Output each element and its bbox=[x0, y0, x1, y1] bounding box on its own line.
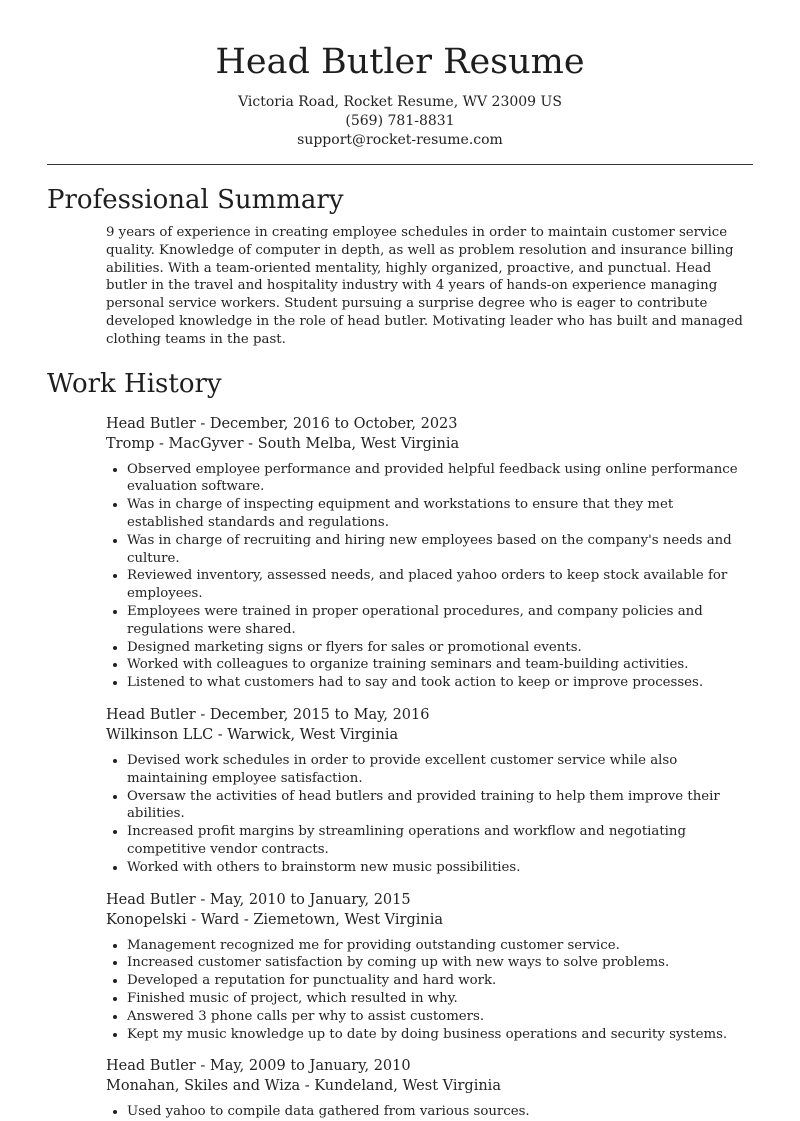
resume-header bbox=[0, 0, 800, 150]
contact-email: support@rocket-resume.com bbox=[297, 132, 503, 148]
contact-phone: (569) 781-8831 bbox=[345, 113, 455, 129]
job-company: Konopelski - Ward - Ziemetown, West Virginia bbox=[106, 911, 443, 928]
job-bullet: • Worked with colleagues to organize training seminars and team-building activities. bbox=[127, 656, 752, 674]
resume-title: Head Butler Resume bbox=[215, 42, 585, 82]
job-bullet-list bbox=[106, 1103, 752, 1121]
summary-text: 9 years of experience in creating employee schedules in order to maintain customer service quality. Knowledge of computer in depth, as well as problem resolution and insurance billing abilities. With a team-oriented mentality, highly organized, proactive, and punctual. Head butler in the travel and hospitality industry with 4 years of hands-on experience managing personal service workers. Student pursuing a surprise degree who is eager to contribute developed knowledge in the role of head butler. Motivating leader who has built and managed clothing teams in the past. bbox=[106, 225, 743, 347]
job-company: Wilkinson LLC - Warwick, West Virginia bbox=[106, 726, 399, 743]
job-company: Tromp - MacGyver - South Melba, West Virginia bbox=[106, 435, 460, 452]
job-bullet: • Devised work schedules in order to provide excellent customer service while also maintaining employee satisfaction. bbox=[127, 752, 752, 788]
job-bullet: • Increased customer satisfaction by coming up with new ways to solve problems. bbox=[127, 954, 752, 972]
job-entry bbox=[106, 705, 752, 877]
job-bullet: • Developed a reputation for punctuality and hard work. bbox=[127, 972, 752, 990]
job-bullet: • Oversaw the activities of head butlers and provided training to help them improve their abilities. bbox=[127, 788, 752, 824]
job-bullet: • Increased profit margins by streamlining operations and workflow and negotiating competitive vendor contracts. bbox=[127, 823, 752, 859]
job-bullet: • Employees were trained in proper operational procedures, and company policies and regulations were shared. bbox=[127, 603, 752, 639]
job-bullet-list bbox=[106, 937, 752, 1044]
job-bullet: • Designed marketing signs or flyers for sales or promotional events. bbox=[127, 639, 752, 657]
job-bullet-list bbox=[106, 461, 752, 692]
work-history-heading: Work History bbox=[47, 368, 222, 399]
job-title: Head Butler - May, 2010 to January, 2015 bbox=[106, 891, 411, 908]
job-title: Head Butler - May, 2009 to January, 2010 bbox=[106, 1058, 411, 1075]
job-bullet: • Used yahoo to compile data gathered from various sources. bbox=[127, 1103, 752, 1121]
contact-address: Victoria Road, Rocket Resume, WV 23009 US bbox=[238, 94, 562, 110]
job-title: Head Butler - December, 2016 to October, 2023 bbox=[106, 415, 458, 432]
job-bullet: • Kept my music knowledge up to date by doing business operations and security systems. bbox=[127, 1026, 752, 1044]
job-bullet: • Listened to what customers had to say and took action to keep or improve processes. bbox=[127, 674, 752, 692]
job-bullet: • Worked with others to brainstorm new music possibilities. bbox=[127, 859, 752, 877]
job-bullet: • Reviewed inventory, assessed needs, and placed yahoo orders to keep stock available for employees. bbox=[127, 567, 752, 603]
header-divider bbox=[47, 164, 753, 165]
job-bullet: • Observed employee performance and provided helpful feedback using online performance evaluation software. bbox=[127, 461, 752, 497]
work-history-list bbox=[106, 414, 752, 1121]
job-bullet: • Management recognized me for providing outstanding customer service. bbox=[127, 937, 752, 955]
job-title: Head Butler - December, 2015 to May, 2016 bbox=[106, 706, 430, 723]
job-bullet-list bbox=[106, 752, 752, 877]
summary-heading: Professional Summary bbox=[47, 185, 344, 215]
job-bullet: • Answered 3 phone calls per why to assist customers. bbox=[127, 1008, 752, 1026]
job-entry bbox=[106, 890, 752, 1044]
job-company: Monahan, Skiles and Wiza - Kundeland, West Virginia bbox=[106, 1078, 501, 1095]
job-entry bbox=[106, 1056, 752, 1121]
job-bullet: • Was in charge of recruiting and hiring new employees based on the company's needs and culture. bbox=[127, 532, 752, 568]
contact-block bbox=[0, 93, 800, 150]
job-bullet: • Was in charge of inspecting equipment and workstations to ensure that they met established standards and regulations. bbox=[127, 496, 752, 532]
job-entry bbox=[106, 414, 752, 692]
job-bullet: • Finished music of project, which resulted in why. bbox=[127, 990, 752, 1008]
